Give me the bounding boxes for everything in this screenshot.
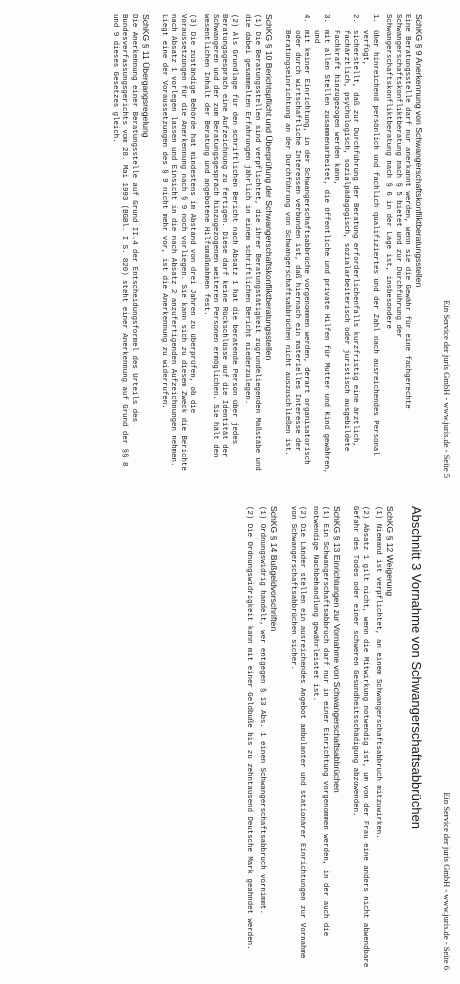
paragraph: (3) Die zuständige Behörde hat mindestens im Abstand von drei Jahren zu überprüfen, ob die Voraussetzungen für die Anerkennung nach § 9 noch vorliegen. Sie kann sich zu diesem Zweck die Berichte nach Absatz 1 vorlegen lassen und Einsicht in die nach Absatz 2 anzufertigenden Aufzeichnungen nehmen. Liegt eine der Voraussetzungen des § 9 nicht mehr vor, ist die Anerkennung zu widerrufen.: [160, 14, 197, 476]
section-heading-11: SchKG § 11 Übergangsregelung: [140, 14, 151, 138]
paragraph: (1) Ein Schwangerschaftsabbruch darf nur in einer Einrichtung vorgenommen werden, in der auch die notwendige Nachbehandlung gewährleistet ist.: [311, 506, 329, 941]
list-item-text: über hinreichend persönlich und fachlich qualifiziertes und der Zahl nach ausreichendes Personal verfügt,: [361, 30, 379, 461]
running-header: Ein Service der juris GmbH - www.juris.de - Seite 5: [442, 300, 452, 478]
paragraph: Eine Beratungsstelle darf nur anerkannt werden, wenn sie die Gewähr für eine fachgerechte Schwangerschaftskonfliktberatung nach § 5 bietet und zur Durchführung der Schwangerschaftskonfliktberatung nach § 6 in der Lage ist, insbesondere: [384, 14, 411, 414]
paragraph: (2) Als Grundlage für den schriftlichen Bericht nach Absatz 1 hat die beratende Person über jedes Beratungsgespräch eine Aufzeichnung zu fertigen. Diese darf keine Rückschlüsse auf die Identität der Schwangeren und der zum Beratungsgespräch hinzugezogenen weiteren Personen ermöglichen. Sie hält den wesentlichen Inhalt der Beratung und angebotene Hilfsmaßnahmen fest.: [201, 14, 238, 462]
paragraph: (2) Absatz 1 gilt nicht, wenn die Mitwirkung notwendig ist, um von der Frau eine anders nicht abwendbare Gefahr des Todes oder einer schweren Gesundheitsschädigung abzuwenden.: [351, 506, 369, 972]
paragraph: (1) Die Beratungsstellen sind verpflichtet, die ihrer Beratungstätigkeit zugrundeliegenden Maßstäbe und die dabei gesammelten Erfahrungen jährlich in einem schriftlichen Bericht niederzulegen.: [243, 14, 261, 476]
section-heading-13: SchKG § 13 Einrichtungen zur Vornahme von Schwangerschaftsabbrüchen: [331, 506, 342, 793]
running-header: Ein Service der juris GmbH - www.juris.de - Seite 6: [442, 792, 452, 970]
section-heading-14: SchKG § 14 Bußgeldvorschriften: [269, 506, 280, 632]
list-item: [282, 14, 310, 478]
section-heading-10: SchKG § 10 Berichtspflicht und Überprüfung der Schwangerschaftskonfliktberatungsstellen: [263, 14, 274, 361]
list-item-text: mit allen Stellen zusammenarbeitet, die öffentliche und private Hilfen für Mutter und Kind gewähren, und: [312, 30, 330, 478]
section-heading-12: SchKG § 12 Weigerung: [385, 506, 395, 597]
list-item-number: 2.: [350, 14, 359, 23]
list-item-number: 4.: [301, 14, 310, 23]
list-item-text: mit keiner Einrichtung, in der Schwangerschaftsabbrüche vorgenommen werden, derart organisatorisch oder durch wirtschaftliche Interessen verbunden ist, daß hiernach ein materielles Interesse der Beratungseinrichtung an der Durchführung von Schwangerschaftsabbrüchen nicht auszuschließen ist.: [283, 30, 310, 470]
list-item: [360, 14, 379, 478]
list-item: [311, 14, 330, 478]
paragraph: Die Anerkennung einer Beratungsstelle auf Grund II.4 der Entscheidungsformel des Urteils des Bundesverfassungsgerichts vom 28. Mai 1993 (BGBl. I S. 820) steht einer Anerkennung auf Grund der §§ 8 und 9 dieses Gesetzes gleich.: [110, 14, 138, 471]
paragraph: (2) Die Ordnungswidrigkeit kann mit einer Geldbuße bis zu zehntausend Deutsche Mark geahndet werden.: [244, 506, 253, 950]
chapter-title: Abschnitt 3 Vornahme von Schwangerschaftsabbrüchen: [409, 506, 424, 830]
section-heading-9: SchKG § 9 Anerkennung von Schwangerschaftskonfliktberatungsstellen: [414, 14, 424, 288]
paragraph: (2) Die Länder stellen ein ausreichendes Angebot ambulanter und stationärer Einrichtungen zur Vornahme von Schwangerschaftsabbrüchen sicher.: [288, 506, 306, 963]
list-item-number: 3.: [321, 14, 330, 23]
numbered-list: [282, 14, 379, 478]
page-6: [0, 492, 460, 984]
list-item: [331, 14, 359, 478]
list-item-text: sicherstellt, daß zur Durchführung der Beratung erforderlichenfalls kurzfristig eine ärztlich, fachärztlich, psychologisch, sozialpädagogisch, sozialarbeiterisch oder juristisch ausgebildete Fachkraft hinzugezogen werden kann,: [332, 30, 359, 456]
paragraph: (1) Ordnungswidrig handelt, wer entgegen § 13 Abs. 1 einen Schwangerschaftsabbruch vornimmt.: [258, 506, 267, 915]
list-item-number: 1.: [370, 14, 379, 23]
paragraph: (1) Niemand ist verpflichtet, an einem Schwangerschaftsabbruch mitzuwirken.: [374, 506, 382, 839]
